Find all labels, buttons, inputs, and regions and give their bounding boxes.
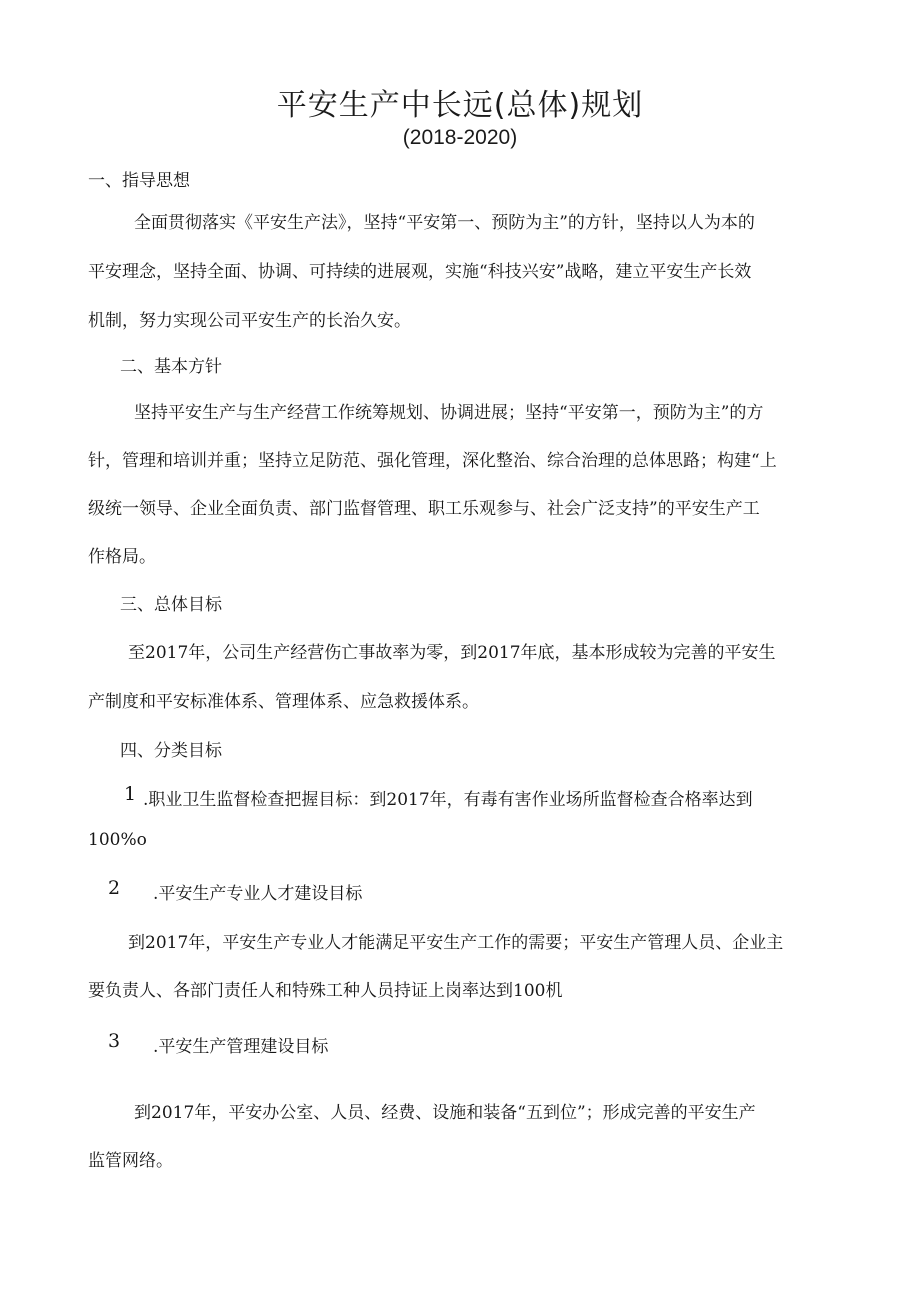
- paragraph-line: 级统一领导、企业全面负责、部门监督管理、职工乐观参与、社会广泛支持”的平安生产工: [88, 499, 760, 519]
- item-text-line: 到2017年，平安生产专业人才能满足平安生产工作的需要；平安生产管理人员、企业主: [128, 933, 784, 953]
- section-heading-basic-policy: 二、基本方针: [120, 357, 222, 377]
- paragraph-line: 全面贯彻落实《平安生产法》，坚持“平安第一、预防为主”的方针，坚持以人为本的: [134, 213, 755, 233]
- item-text-line: 到2017年，平安办公室、人员、经费、设施和装备“五到位”；形成完善的平安生产: [134, 1103, 756, 1123]
- section-heading-category-goals: 四、分类目标: [120, 741, 222, 761]
- paragraph-line: 机制，努力实现公司平安生产的长治久安。: [88, 311, 411, 331]
- item-text-line: 监管网络。: [88, 1151, 173, 1171]
- paragraph-line: 作格局。: [88, 547, 156, 567]
- paragraph-line: 坚持平安生产与生产经营工作统筹规划、协调进展；坚持“平安第一，预防为主”的方: [134, 403, 764, 423]
- item-title: .平安生产管理建设目标: [153, 1037, 329, 1057]
- page-subtitle: (2018-2020): [402, 126, 518, 149]
- item-number: 2: [108, 877, 121, 899]
- section-heading-guiding-ideology: 一、指导思想: [88, 171, 190, 191]
- item-text-line: .职业卫生监督检查把握目标：到2017年，有毒有害作业场所监督检查合格率达到: [143, 790, 753, 810]
- paragraph-line: 平安理念，坚持全面、协调、可持续的进展观，实施“科技兴安”战略，建立平安生产长效: [88, 262, 752, 282]
- paragraph-line: 针，管理和培训并重；坚持立足防范、强化管理，深化整治、综合治理的总体思路；构建“上: [88, 451, 777, 471]
- section-heading-overall-goal: 三、总体目标: [120, 595, 222, 615]
- page-title: 平安生产中长远(总体)规划: [276, 88, 644, 123]
- paragraph-line: 至2017年，公司生产经营伤亡事故率为零，到2017年底，基本形成较为完善的平安生: [128, 643, 776, 663]
- item-title: .平安生产专业人才建设目标: [153, 884, 363, 904]
- item-number: 1: [124, 783, 137, 805]
- item-text-line: 100%o: [88, 830, 147, 850]
- item-number: 3: [108, 1030, 121, 1052]
- item-text-line: 要负责人、各部门责任人和特殊工种人员持证上岗率达到100机: [88, 981, 563, 1001]
- paragraph-line: 产制度和平安标准体系、管理体系、应急救援体系。: [88, 692, 479, 712]
